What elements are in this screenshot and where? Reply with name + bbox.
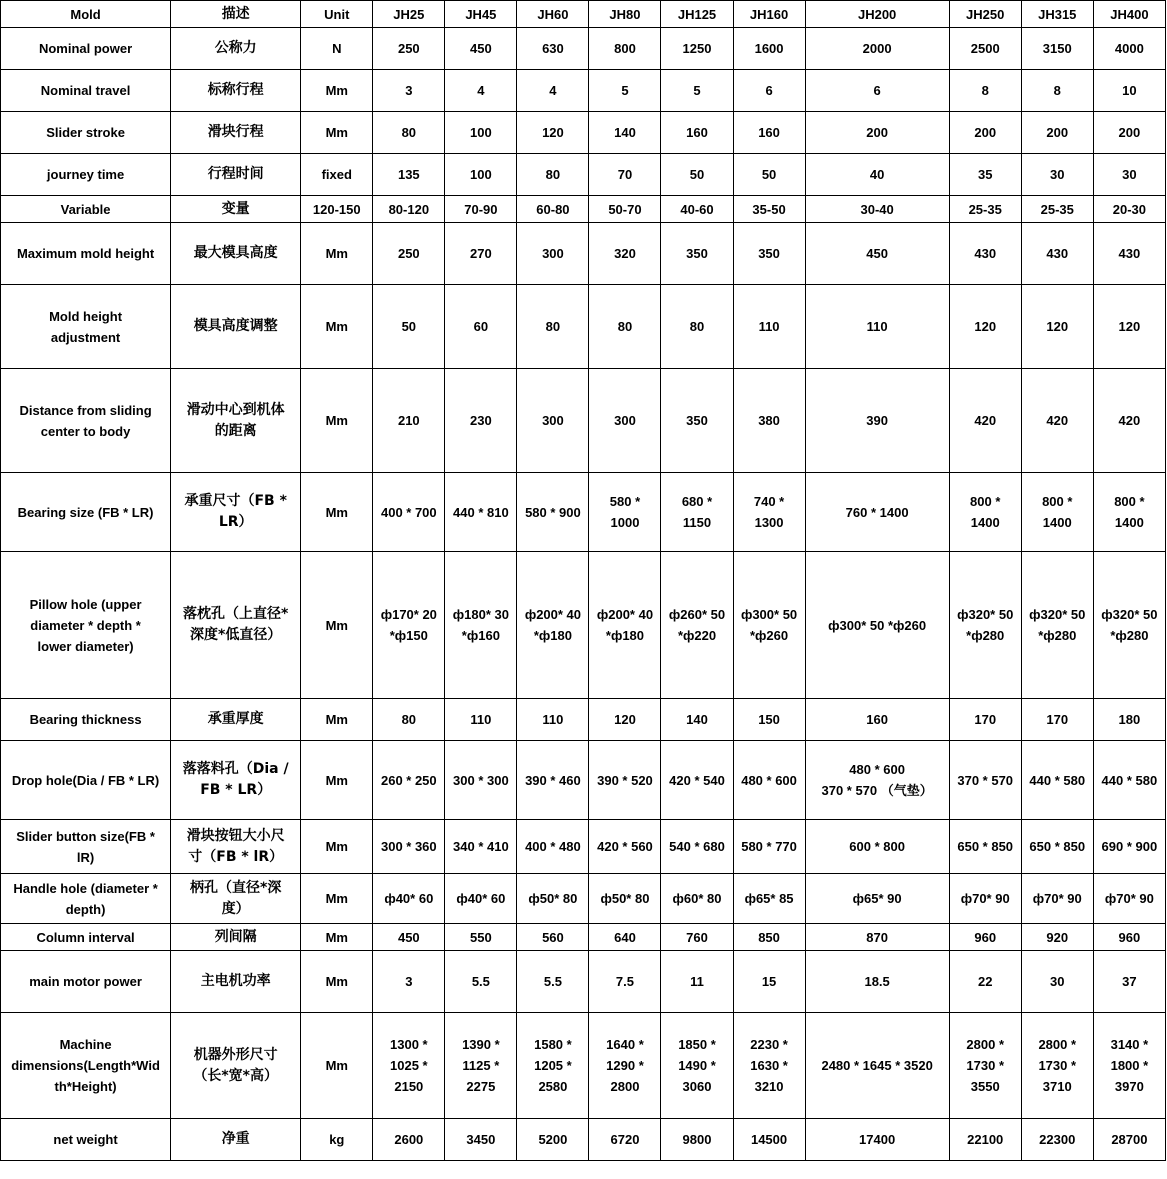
value-cell: 1600: [733, 28, 805, 70]
param-name-cell: Column interval: [1, 924, 171, 951]
value-cell: 22300: [1021, 1119, 1093, 1161]
value-cell: 7.5: [589, 951, 661, 1013]
table-row: [1, 552, 1166, 699]
value-cell: 160: [733, 112, 805, 154]
value-cell: 300: [589, 369, 661, 473]
value-cell: ф70* 90: [949, 874, 1021, 924]
value-cell: 800 * 1400: [1021, 473, 1093, 552]
param-name-cell: Slider button size(FB * lR): [1, 820, 171, 874]
value-cell: ф320* 50 *ф280: [1093, 552, 1165, 699]
param-desc-cell: 承重尺寸（FB * LR）: [171, 473, 301, 552]
value-cell: 300: [517, 369, 589, 473]
param-desc-cell: 承重厚度: [171, 699, 301, 741]
value-cell: 560: [517, 924, 589, 951]
value-cell: 5.5: [445, 951, 517, 1013]
unit-cell: Mm: [301, 820, 373, 874]
unit-cell: fixed: [301, 154, 373, 196]
value-cell: 260 * 250: [373, 741, 445, 820]
value-cell: ф170* 20 *ф150: [373, 552, 445, 699]
param-desc-cell: 行程时间: [171, 154, 301, 196]
model-header-cell: JH25: [373, 1, 445, 28]
value-cell: ф40* 60: [445, 874, 517, 924]
value-cell: 120: [1021, 285, 1093, 369]
value-cell: 640: [589, 924, 661, 951]
param-name-cell: main motor power: [1, 951, 171, 1013]
value-cell: 580 * 1000: [589, 473, 661, 552]
value-cell: 430: [1021, 223, 1093, 285]
value-cell: 760 * 1400: [805, 473, 949, 552]
value-cell: 2000: [805, 28, 949, 70]
value-cell: 3: [373, 951, 445, 1013]
value-cell: 760: [661, 924, 733, 951]
value-cell: 400 * 700: [373, 473, 445, 552]
value-cell: 800: [589, 28, 661, 70]
value-cell: 450: [805, 223, 949, 285]
value-cell: 80: [517, 285, 589, 369]
value-cell: 420 * 560: [589, 820, 661, 874]
value-cell: 100: [445, 154, 517, 196]
value-cell: 20-30: [1093, 196, 1165, 223]
value-cell: ф260* 50 *ф220: [661, 552, 733, 699]
header-cell: 描述: [171, 1, 301, 28]
value-cell: 35-50: [733, 196, 805, 223]
table-row: [1, 28, 1166, 70]
value-cell: 2800 * 1730 * 3710: [1021, 1013, 1093, 1119]
model-header-cell: JH160: [733, 1, 805, 28]
param-desc-cell: 最大模具高度: [171, 223, 301, 285]
value-cell: 6: [733, 70, 805, 112]
value-cell: ф300* 50 *ф260: [805, 552, 949, 699]
value-cell: 480 * 600: [733, 741, 805, 820]
value-cell: ф70* 90: [1021, 874, 1093, 924]
unit-cell: Mm: [301, 285, 373, 369]
value-cell: 60: [445, 285, 517, 369]
value-cell: 160: [805, 699, 949, 741]
value-cell: ф60* 80: [661, 874, 733, 924]
value-cell: 270: [445, 223, 517, 285]
table-row: [1, 223, 1166, 285]
value-cell: 5: [589, 70, 661, 112]
value-cell: 1580 * 1205 * 2580: [517, 1013, 589, 1119]
table-row: [1, 70, 1166, 112]
param-name-cell: Pillow hole (upper diameter * depth * lower diameter): [1, 552, 171, 699]
value-cell: 320: [589, 223, 661, 285]
value-cell: 120: [949, 285, 1021, 369]
value-cell: 370 * 570: [949, 741, 1021, 820]
value-cell: 180: [1093, 699, 1165, 741]
table-row: [1, 1119, 1166, 1161]
value-cell: 440 * 580: [1021, 741, 1093, 820]
value-cell: 110: [445, 699, 517, 741]
unit-cell: Mm: [301, 223, 373, 285]
value-cell: 5: [661, 70, 733, 112]
value-cell: 6: [805, 70, 949, 112]
param-name-cell: net weight: [1, 1119, 171, 1161]
param-desc-cell: 净重: [171, 1119, 301, 1161]
value-cell: 580 * 770: [733, 820, 805, 874]
value-cell: ф300* 50 *ф260: [733, 552, 805, 699]
value-cell: 22100: [949, 1119, 1021, 1161]
value-cell: 5200: [517, 1119, 589, 1161]
value-cell: 800 * 1400: [1093, 473, 1165, 552]
value-cell: 390: [805, 369, 949, 473]
value-cell: 350: [733, 223, 805, 285]
value-cell: 110: [805, 285, 949, 369]
model-header-cell: JH250: [949, 1, 1021, 28]
value-cell: 30: [1021, 154, 1093, 196]
table-row: [1, 154, 1166, 196]
value-cell: 480 * 600 370 * 570 （气垫）: [805, 741, 949, 820]
value-cell: 170: [949, 699, 1021, 741]
value-cell: 30: [1093, 154, 1165, 196]
value-cell: 430: [1093, 223, 1165, 285]
param-desc-cell: 变量: [171, 196, 301, 223]
unit-cell: Mm: [301, 951, 373, 1013]
header-row: [1, 1, 1166, 28]
model-header-cell: JH200: [805, 1, 949, 28]
value-cell: 120: [517, 112, 589, 154]
unit-cell: 120-150: [301, 196, 373, 223]
header-cell: Unit: [301, 1, 373, 28]
value-cell: 870: [805, 924, 949, 951]
value-cell: 3450: [445, 1119, 517, 1161]
value-cell: 630: [517, 28, 589, 70]
unit-cell: Mm: [301, 1013, 373, 1119]
value-cell: ф320* 50 *ф280: [949, 552, 1021, 699]
param-desc-cell: 机器外形尺寸 （长*宽*高）: [171, 1013, 301, 1119]
value-cell: 960: [949, 924, 1021, 951]
value-cell: 300 * 300: [445, 741, 517, 820]
value-cell: 1390 * 1125 * 2275: [445, 1013, 517, 1119]
value-cell: 40-60: [661, 196, 733, 223]
value-cell: 9800: [661, 1119, 733, 1161]
param-name-cell: Bearing size (FB * LR): [1, 473, 171, 552]
param-desc-cell: 滑动中心到机体 的距离: [171, 369, 301, 473]
unit-cell: Mm: [301, 552, 373, 699]
param-desc-cell: 滑块行程: [171, 112, 301, 154]
model-header-cell: JH60: [517, 1, 589, 28]
value-cell: 1640 * 1290 * 2800: [589, 1013, 661, 1119]
table-row: [1, 473, 1166, 552]
value-cell: 2600: [373, 1119, 445, 1161]
model-header-cell: JH80: [589, 1, 661, 28]
value-cell: 50: [733, 154, 805, 196]
param-desc-cell: 模具高度调整: [171, 285, 301, 369]
value-cell: 8: [1021, 70, 1093, 112]
table-row: [1, 820, 1166, 874]
unit-cell: Mm: [301, 70, 373, 112]
unit-cell: Mm: [301, 741, 373, 820]
value-cell: 40: [805, 154, 949, 196]
param-desc-cell: 标称行程: [171, 70, 301, 112]
param-name-cell: journey time: [1, 154, 171, 196]
value-cell: 200: [805, 112, 949, 154]
value-cell: 80: [589, 285, 661, 369]
value-cell: ф65* 85: [733, 874, 805, 924]
table-row: [1, 112, 1166, 154]
value-cell: 22: [949, 951, 1021, 1013]
table-row: [1, 196, 1166, 223]
param-name-cell: Drop hole(Dia / FB * LR): [1, 741, 171, 820]
value-cell: 300 * 360: [373, 820, 445, 874]
model-header-cell: JH400: [1093, 1, 1165, 28]
value-cell: ф70* 90: [1093, 874, 1165, 924]
value-cell: ф65* 90: [805, 874, 949, 924]
value-cell: 50: [373, 285, 445, 369]
param-name-cell: Bearing thickness: [1, 699, 171, 741]
value-cell: ф200* 40 *ф180: [517, 552, 589, 699]
value-cell: 2800 * 1730 * 3550: [949, 1013, 1021, 1119]
value-cell: 100: [445, 112, 517, 154]
table-row: [1, 924, 1166, 951]
value-cell: 390 * 520: [589, 741, 661, 820]
param-name-cell: Nominal travel: [1, 70, 171, 112]
value-cell: 30-40: [805, 196, 949, 223]
table-row: [1, 1013, 1166, 1119]
value-cell: 350: [661, 369, 733, 473]
value-cell: 14500: [733, 1119, 805, 1161]
value-cell: 80-120: [373, 196, 445, 223]
value-cell: 960: [1093, 924, 1165, 951]
value-cell: 70: [589, 154, 661, 196]
unit-cell: Mm: [301, 112, 373, 154]
value-cell: 50-70: [589, 196, 661, 223]
value-cell: 420: [1093, 369, 1165, 473]
value-cell: 140: [589, 112, 661, 154]
value-cell: 70-90: [445, 196, 517, 223]
value-cell: 18.5: [805, 951, 949, 1013]
value-cell: 340 * 410: [445, 820, 517, 874]
value-cell: 450: [445, 28, 517, 70]
value-cell: 250: [373, 223, 445, 285]
unit-cell: kg: [301, 1119, 373, 1161]
header-cell: Mold: [1, 1, 171, 28]
model-header-cell: JH315: [1021, 1, 1093, 28]
param-name-cell: Maximum mold height: [1, 223, 171, 285]
value-cell: 17400: [805, 1119, 949, 1161]
value-cell: 135: [373, 154, 445, 196]
unit-cell: Mm: [301, 924, 373, 951]
value-cell: 650 * 850: [949, 820, 1021, 874]
value-cell: 10: [1093, 70, 1165, 112]
value-cell: 420 * 540: [661, 741, 733, 820]
value-cell: 400 * 480: [517, 820, 589, 874]
value-cell: 2500: [949, 28, 1021, 70]
value-cell: 120: [589, 699, 661, 741]
value-cell: 110: [733, 285, 805, 369]
value-cell: 6720: [589, 1119, 661, 1161]
param-desc-cell: 滑块按钮大小尺 寸（FB * lR）: [171, 820, 301, 874]
param-name-cell: Nominal power: [1, 28, 171, 70]
param-name-cell: Variable: [1, 196, 171, 223]
value-cell: 160: [661, 112, 733, 154]
value-cell: ф320* 50 *ф280: [1021, 552, 1093, 699]
value-cell: ф50* 80: [589, 874, 661, 924]
value-cell: 5.5: [517, 951, 589, 1013]
value-cell: 600 * 800: [805, 820, 949, 874]
value-cell: 3140 * 1800 * 3970: [1093, 1013, 1165, 1119]
param-desc-cell: 落落料孔（Dia / FB * LR）: [171, 741, 301, 820]
value-cell: 390 * 460: [517, 741, 589, 820]
value-cell: 25-35: [949, 196, 1021, 223]
value-cell: 11: [661, 951, 733, 1013]
param-desc-cell: 柄孔（直径*深 度）: [171, 874, 301, 924]
value-cell: 8: [949, 70, 1021, 112]
value-cell: 550: [445, 924, 517, 951]
value-cell: 110: [517, 699, 589, 741]
param-name-cell: Handle hole (diameter * depth): [1, 874, 171, 924]
value-cell: 440 * 810: [445, 473, 517, 552]
value-cell: 4000: [1093, 28, 1165, 70]
value-cell: 1250: [661, 28, 733, 70]
value-cell: 37: [1093, 951, 1165, 1013]
param-name-cell: Distance from sliding center to body: [1, 369, 171, 473]
value-cell: ф40* 60: [373, 874, 445, 924]
value-cell: 1850 * 1490 * 3060: [661, 1013, 733, 1119]
param-desc-cell: 公称力: [171, 28, 301, 70]
value-cell: 60-80: [517, 196, 589, 223]
param-name-cell: Slider stroke: [1, 112, 171, 154]
value-cell: 50: [661, 154, 733, 196]
table-row: [1, 285, 1166, 369]
value-cell: 580 * 900: [517, 473, 589, 552]
unit-cell: Mm: [301, 473, 373, 552]
param-name-cell: Mold height adjustment: [1, 285, 171, 369]
value-cell: 920: [1021, 924, 1093, 951]
param-desc-cell: 列间隔: [171, 924, 301, 951]
value-cell: 120: [1093, 285, 1165, 369]
value-cell: 740 * 1300: [733, 473, 805, 552]
value-cell: ф50* 80: [517, 874, 589, 924]
value-cell: 30: [1021, 951, 1093, 1013]
value-cell: 230: [445, 369, 517, 473]
value-cell: 2230 * 1630 * 3210: [733, 1013, 805, 1119]
model-header-cell: JH125: [661, 1, 733, 28]
value-cell: ф180* 30 *ф160: [445, 552, 517, 699]
value-cell: 2480 * 1645 * 3520: [805, 1013, 949, 1119]
value-cell: 15: [733, 951, 805, 1013]
value-cell: 1300 * 1025 * 2150: [373, 1013, 445, 1119]
value-cell: 540 * 680: [661, 820, 733, 874]
value-cell: 680 * 1150: [661, 473, 733, 552]
value-cell: 80: [373, 699, 445, 741]
table-row: [1, 741, 1166, 820]
value-cell: 80: [517, 154, 589, 196]
value-cell: 300: [517, 223, 589, 285]
value-cell: 250: [373, 28, 445, 70]
value-cell: 4: [517, 70, 589, 112]
value-cell: 450: [373, 924, 445, 951]
param-desc-cell: 主电机功率: [171, 951, 301, 1013]
value-cell: 350: [661, 223, 733, 285]
value-cell: 380: [733, 369, 805, 473]
value-cell: 850: [733, 924, 805, 951]
value-cell: 440 * 580: [1093, 741, 1165, 820]
unit-cell: Mm: [301, 699, 373, 741]
model-header-cell: JH45: [445, 1, 517, 28]
param-name-cell: Machine dimensions(Length*Wid th*Height): [1, 1013, 171, 1119]
value-cell: 28700: [1093, 1119, 1165, 1161]
value-cell: 3150: [1021, 28, 1093, 70]
value-cell: ф200* 40 *ф180: [589, 552, 661, 699]
value-cell: 420: [949, 369, 1021, 473]
value-cell: 25-35: [1021, 196, 1093, 223]
value-cell: 800 * 1400: [949, 473, 1021, 552]
param-desc-cell: 落枕孔（上直径* 深度*低直径）: [171, 552, 301, 699]
value-cell: 35: [949, 154, 1021, 196]
unit-cell: Mm: [301, 369, 373, 473]
value-cell: 650 * 850: [1021, 820, 1093, 874]
unit-cell: Mm: [301, 874, 373, 924]
table-row: [1, 699, 1166, 741]
value-cell: 420: [1021, 369, 1093, 473]
unit-cell: N: [301, 28, 373, 70]
value-cell: 690 * 900: [1093, 820, 1165, 874]
value-cell: 200: [1093, 112, 1165, 154]
value-cell: 430: [949, 223, 1021, 285]
value-cell: 150: [733, 699, 805, 741]
value-cell: 140: [661, 699, 733, 741]
value-cell: 200: [949, 112, 1021, 154]
value-cell: 80: [373, 112, 445, 154]
value-cell: 210: [373, 369, 445, 473]
table-row: [1, 369, 1166, 473]
value-cell: 80: [661, 285, 733, 369]
table-row: [1, 951, 1166, 1013]
table-row: [1, 874, 1166, 924]
value-cell: 170: [1021, 699, 1093, 741]
value-cell: 200: [1021, 112, 1093, 154]
value-cell: 4: [445, 70, 517, 112]
value-cell: 3: [373, 70, 445, 112]
